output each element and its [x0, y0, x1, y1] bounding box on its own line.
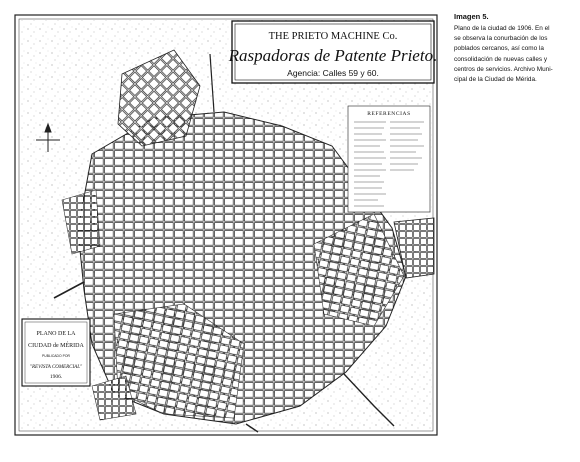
advertisement-banner	[228, 21, 438, 83]
cartouche-line-4: "REVISTA COMERCIAL"	[29, 365, 83, 370]
ad-product: Raspadoras de Patente Prieto.	[228, 46, 438, 65]
cartouche-line-3: PUBLICADO POR	[42, 354, 70, 358]
caption-line: cipal de la Ciudad de Mérida.	[454, 76, 537, 84]
legend-box	[348, 106, 430, 212]
legend-title: REFERENCIAS	[367, 111, 411, 117]
map-title-cartouche	[22, 319, 90, 386]
caption-title: Imagen 5.	[454, 12, 489, 21]
cartouche-line-2: CIUDAD de MÉRIDA	[28, 343, 84, 349]
caption-text	[454, 24, 574, 85]
caption-line: Plano de la ciudad de 1906. En el	[454, 25, 550, 32]
ad-company: THE PRIETO MACHINE Co.	[268, 31, 398, 42]
caption-line: consolidación de nuevas calles y	[454, 55, 548, 63]
figure-caption	[454, 12, 574, 85]
cartouche-line-1: PLANO DE LA	[36, 331, 76, 337]
city-map-1906	[14, 14, 438, 436]
ad-agency: Agencia: Calles 59 y 60.	[287, 68, 379, 78]
caption-line: se observa la conurbación de los	[454, 35, 548, 43]
cartouche-year: 1906.	[49, 374, 63, 380]
caption-line: centros de servicios. Archivo Muni-	[454, 65, 553, 73]
caption-line: poblados cercanos, así como la	[454, 45, 544, 53]
